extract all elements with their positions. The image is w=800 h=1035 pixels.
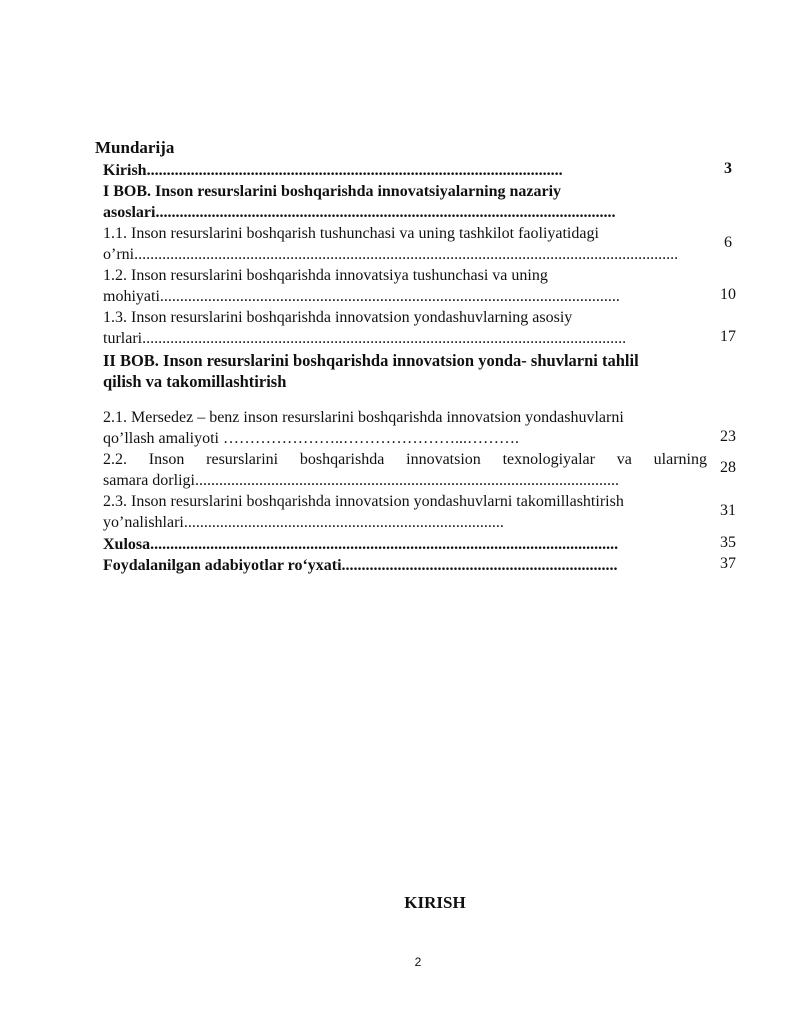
toc-page-number: 10 bbox=[720, 286, 736, 303]
toc-entry-text-line2: qo’llash amaliyoti …………………..…………………...………. bbox=[103, 430, 519, 447]
toc-page-number: 35 bbox=[720, 534, 736, 551]
toc-leader: ................................................................................................................... bbox=[159, 288, 620, 305]
toc-entry-references[interactable] bbox=[103, 555, 725, 576]
toc-page-number: 17 bbox=[720, 328, 736, 345]
section-title: KIRISH bbox=[404, 893, 466, 912]
toc-leader: ........................................................................................................ bbox=[146, 162, 563, 179]
toc-entry-1-3[interactable] bbox=[103, 307, 707, 349]
page-number: 2 bbox=[414, 955, 422, 969]
toc-entry-text: 2.1. Mersedez – benz inson resurslarini boshqarishda innovatsion yondashuvlarni bbox=[103, 409, 624, 426]
toc-entry-text: Xulosa bbox=[103, 536, 151, 553]
toc-entry-text-line2: mohiyati bbox=[103, 288, 160, 305]
toc-leader: ........................................................................................................................................ bbox=[134, 246, 679, 263]
toc-entry-text-line2: asoslari bbox=[103, 204, 156, 221]
toc-entry-chapter-1[interactable] bbox=[103, 181, 707, 223]
toc-entry-1-2[interactable] bbox=[103, 265, 707, 307]
toc-entry-2-2[interactable] bbox=[103, 449, 707, 491]
toc-entry-xulosa[interactable] bbox=[103, 534, 697, 555]
toc-entry-text-line2: o’rni bbox=[103, 246, 135, 263]
toc-page-number: 3 bbox=[724, 160, 732, 177]
toc-page-number: 37 bbox=[720, 555, 736, 572]
toc-entry-2-1[interactable] bbox=[103, 407, 707, 449]
toc-entry-2-3[interactable] bbox=[103, 491, 707, 533]
toc-leader: ................................................................................ bbox=[183, 514, 504, 531]
toc-entry-text-line2: samara dorligi bbox=[103, 472, 195, 489]
toc-entry-text: I BOB. Inson resurslarini boshqarishda innovatsiyalarning nazariy bbox=[103, 183, 562, 200]
toc-entry-text: 2.2. Inson resurslarini boshqarishda innovatsion texnologiyalar va ularning bbox=[103, 451, 707, 468]
toc-leader: ..................................................................................................................... bbox=[150, 536, 619, 553]
toc-entry-text: 1.3. Inson resurslarini boshqarishda innovatsion yondashuvlarning asosiy bbox=[103, 309, 573, 326]
toc-entry-text: Foydalanilgan adabiyotlar ro‘yxati bbox=[103, 557, 342, 574]
toc-page-number: 31 bbox=[720, 502, 736, 519]
toc-entry-text: Kirish bbox=[103, 162, 147, 179]
toc-heading: Mundarija bbox=[95, 138, 175, 157]
toc-entry-1-1[interactable] bbox=[103, 223, 707, 265]
toc-leader: ................................................................................................................... bbox=[155, 204, 616, 221]
toc-entry-text-line2: qilish va takomillashtirish bbox=[103, 372, 287, 391]
toc-entry-text: 1.1. Inson resurslarini boshqarish tushunchasi va uning tashkilot faoliyatidagi bbox=[103, 225, 599, 242]
toc-leader: ..................................................................... bbox=[341, 557, 618, 574]
toc-leader: .......................................................................................................... bbox=[194, 472, 619, 489]
toc-page-number: 28 bbox=[720, 459, 736, 476]
toc-entry-text: II BOB. Inson resurslarini boshqarishda innovatsion yonda- shuvlarni tahlil bbox=[103, 351, 639, 370]
toc-leader: ......................................................................................................................... bbox=[142, 330, 627, 347]
toc-page-number: 23 bbox=[720, 428, 736, 445]
toc-entry-text-line2: turlari bbox=[103, 330, 143, 347]
toc-entry-text: 2.3. Inson resurslarini boshqarishda innovatsion yondashuvlarni takomillashtirish bbox=[103, 493, 624, 510]
toc-page-number: 6 bbox=[724, 234, 732, 251]
toc-entry-chapter-2[interactable] bbox=[103, 350, 707, 392]
toc-entry-kirish[interactable] bbox=[103, 160, 707, 181]
toc-entry-text: 1.2. Inson resurslarini boshqarishda innovatsiya tushunchasi va uning bbox=[103, 267, 548, 284]
toc-entry-text-line2: yo’nalishlari bbox=[103, 514, 184, 531]
